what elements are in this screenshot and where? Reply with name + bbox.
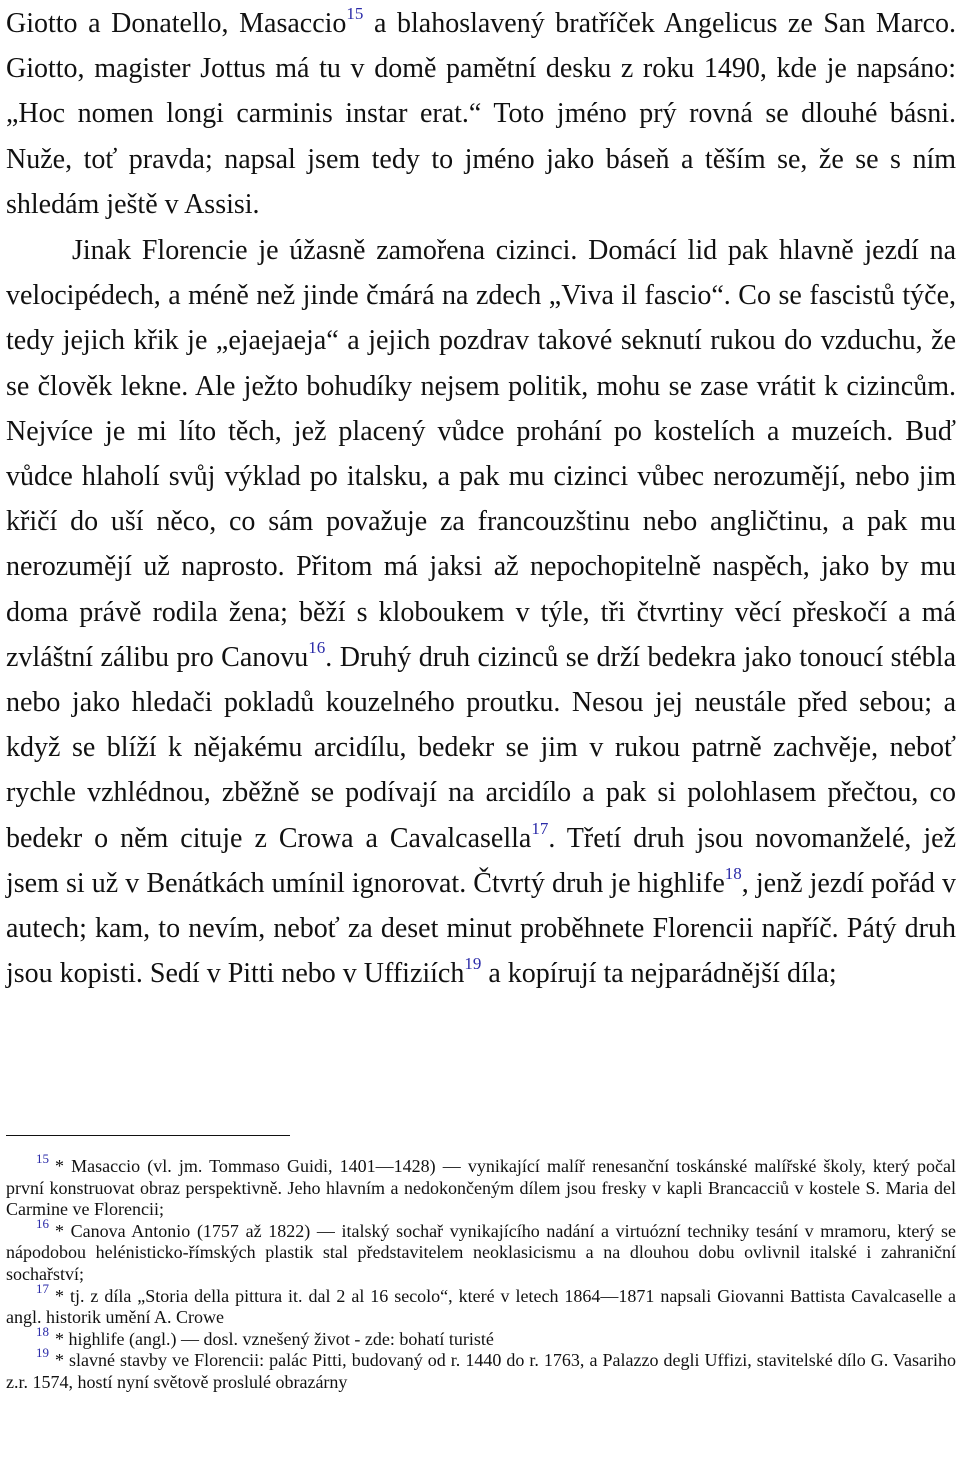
footnote-text: * highlife (angl.) — dosl. vznešený život - zde: bohatí turisté: [55, 1328, 494, 1349]
footnote-15: [6, 1151, 956, 1221]
footnote-number: 18: [36, 1323, 49, 1339]
footnote-number: 19: [36, 1345, 49, 1361]
footnote-16: [6, 1215, 956, 1286]
footnote-number: 17: [36, 1280, 49, 1296]
footnote-text: * Canova Antonio (1757 až 1822) — italský sochař vynikajícího nadání a virtuózní techniky tesání v mramoru, který se nápodobou helénisticko-římských plastik stal představitelem neoklasicismu a na dlouhou dobu ovlivnil italské i zahraniční sochařství;: [6, 1220, 956, 1284]
footnote-ref-17[interactable]: 17: [531, 818, 549, 838]
paragraph-2-text-a: Jinak Florencie je úžasně zamořena cizinci. Domácí lid pak hlavně jezdí na velocipédech, a méně než jinde čmárá na zdech „Viva il fascio“. Co se fascistů týče, tedy jejich křik je „ejaejaeja“ a jejich pozdrav takové seknutí rukou do vzduchu, že se člověk lekne. Ale ježto bohudíky nejsem politik, mohu se zase vrátit k cizincům. Nejvíce je mi líto těch, jež placený vůdce prohání po kostelích a muzeích. Buď vůdce hlaholí svůj výklad po italsku, a pak mu cizinci vůbec nerozumějí, nebo jim křičí do uší něco, co sám považuje za francouzštinu nebo angličtinu, a pak mu nerozumějí už naprosto. Přitom má jaksi až nepochopitelně naspěch, jako by mu doma právě rodila žena; běží s kloboukem v týle, tři čtvrtiny věcí přeskočí a má zvláštní zálibu pro Canovu: [6, 235, 956, 673]
footnote-18: [6, 1323, 956, 1351]
footnote-ref-16[interactable]: 16: [308, 637, 326, 657]
footnote-text: * slavné stavby ve Florencii: palác Pitti, budovaný od r. 1440 do r. 1763, a Palazzo degli Uffizi, stavitelské dílo G. Vasariho z.r. 1574, hostí nyní světově proslulé obrazárny: [6, 1350, 956, 1392]
paragraph-1-text-a: Giotto a Donatello, Masaccio: [6, 8, 347, 39]
paragraph-2-text-d: , jenž jezdí pořád v autech; kam, to nevím, neboť za deset minut proběhnete Florencii napříč. Pátý druh jsou kopisti. Sedí v Pitti nebo v Uffiziích: [6, 867, 956, 990]
footnote-ref-15[interactable]: 15: [346, 4, 364, 23]
footnote-ref-19[interactable]: 19: [464, 954, 482, 974]
paragraph-2-text-e: a kopírují ta nejparádnější díla;: [481, 958, 837, 990]
paragraph-2-text-b: . Druhý druh cizinců se drží bedekra jako tonoucí stébla nebo jako hledači pokladů kouzelného proutku. Nesou jej neustále před sebou; a když se blíží k nějakému arcidílu, bedekr se jim v rukou patrně zachvěje, neboť rychle vzhlédnou, zběžně se podívají na arcidílo a pak si polohlasem přečtou, co bedekr o něm cituje z Crowa a Cavalcasella: [6, 641, 956, 854]
footnote-text: * tj. z díla „Storia della pittura it. dal 2 al 16 secolo“, které v letech 1864—1871 napsali Giovanni Battista Cavalcaselle a angl. historik umění A. Crowe: [6, 1285, 956, 1328]
paragraph-1-text-b: a blahoslavený bratříček Angelicus ze San Marco. Giotto, magister Jottus má tu v domě pamětní desku z roku 1490, kde je napsáno: „Hoc nomen longi carminis instar erat.“ Toto jméno prý rovná se dlouhé básni. Nuže, toť pravda; napsal jsem tedy to jméno jako báseň a těším se, že se s ním shledám ještě v Assisi.: [6, 8, 956, 220]
footnote-number: 16: [36, 1215, 49, 1231]
footnotes: [6, 1151, 956, 1394]
footnote-ref-18[interactable]: 18: [724, 863, 742, 883]
footnote-17: [6, 1280, 956, 1329]
document-page: [6, 0, 956, 1392]
footnote-number: 15: [36, 1151, 49, 1166]
footnote-19: [6, 1345, 956, 1393]
paragraph-2-text-c: . Třetí druh jsou novomanželé, jež jsem si už v Benátkách umínil ignorovat. Čtvrtý druh je highlife: [6, 822, 956, 899]
footnote-text: * Masaccio (vl. jm. Tommaso Guidi, 1401—1428) — vynikající malíř renesanční toskánské malířské školy, který počal první konstruovat obraz perspektivně. Jeho hlavním a nedokončeným dílem jsou fresky v kapli Brancacciů v kostele S. Maria del Carmine ve Florencii;: [6, 1156, 956, 1220]
footnote-separator: [6, 1135, 290, 1136]
paragraph-1: [6, 0, 956, 227]
paragraph-2: [6, 227, 956, 996]
